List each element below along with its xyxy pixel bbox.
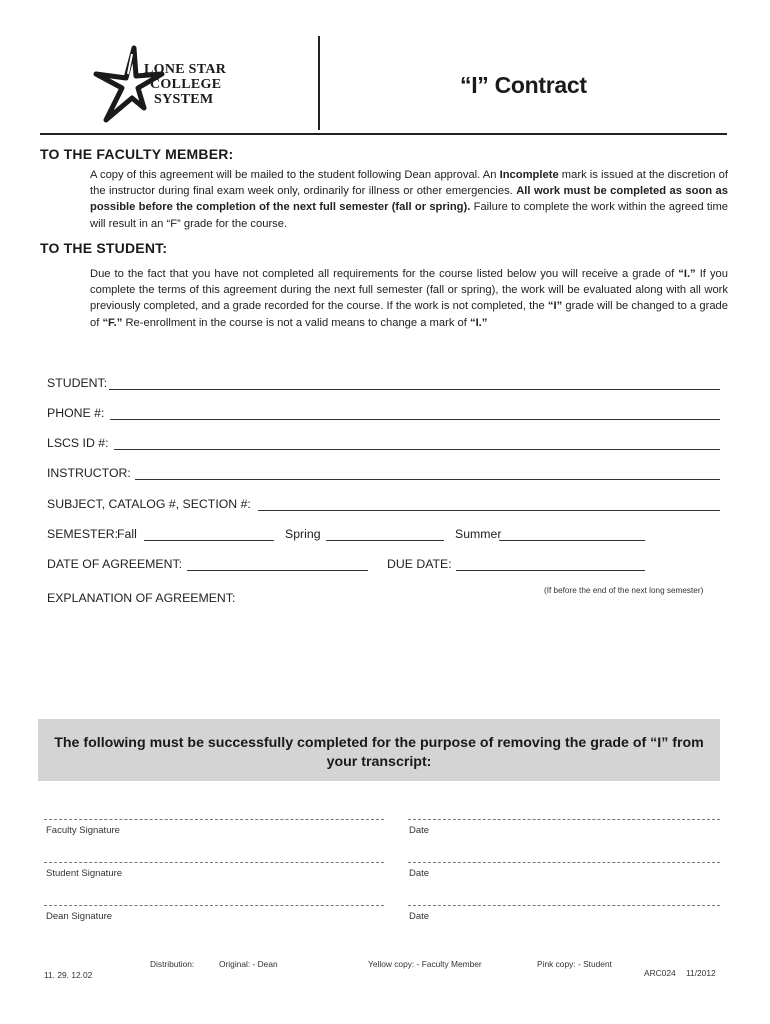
due-date-field[interactable]	[456, 570, 645, 571]
distribution-label: Distribution:	[150, 959, 195, 969]
faculty-date-label: Date	[409, 825, 430, 836]
faculty-signature-line[interactable]	[44, 819, 384, 820]
logo-line-2: COLLEGE	[150, 77, 222, 92]
distribution-original: Original: - Dean	[219, 959, 278, 969]
lscs-id-label: LSCS ID #:	[47, 436, 109, 450]
distribution-pink: Pink copy: - Student	[537, 959, 612, 969]
student-date-line[interactable]	[408, 862, 720, 863]
requirements-banner-text: The following must be successfully completed for the purpose of removing the grade of “I” from your transcript:	[54, 735, 704, 770]
student-signature-line[interactable]	[44, 862, 384, 863]
phone-field[interactable]	[110, 419, 720, 420]
dean-date-label: Date	[409, 911, 430, 922]
explanation-area[interactable]	[47, 612, 720, 708]
spring-label: Spring	[285, 527, 321, 541]
document-title: “I” Contract	[460, 72, 587, 98]
subject-catalog-section-field[interactable]	[258, 510, 720, 511]
due-date-note: (If before the end of the next long semester)	[544, 586, 704, 595]
date-of-agreement-field[interactable]	[187, 570, 368, 571]
instructor-label: INSTRUCTOR:	[47, 466, 131, 480]
faculty-signature-label: Faculty Signature	[46, 825, 120, 836]
dean-signature-label: Dean Signature	[46, 911, 113, 922]
spring-field[interactable]	[326, 540, 444, 541]
header-rule	[40, 133, 727, 135]
form-date: 11/2012	[686, 968, 716, 978]
faculty-date-line[interactable]	[408, 819, 720, 820]
lscs-id-field[interactable]	[114, 449, 720, 450]
student-name-field[interactable]	[109, 389, 720, 390]
phone-label: PHONE #:	[47, 406, 105, 420]
instructor-field[interactable]	[135, 479, 720, 480]
faculty-paragraph: A copy of this agreement will be mailed to the student following Dean approval. An Incomplete mark is issued at the discretion of the instructor during final exam week only, ordinarily for illness or other emergencies. All work must be completed as soon as possible before the completion of the next full semester (fall or spring). Failure to complete the work within the agreed time will result in an “F” grade for the course.	[90, 169, 728, 230]
lone-star-college-logo	[92, 44, 252, 124]
revision-code: 11. 29. 12.02	[44, 970, 93, 980]
logo-line-1: LONE STAR	[144, 62, 227, 77]
fall-field[interactable]	[144, 540, 274, 541]
summer-label: Summer	[455, 527, 502, 541]
student-signature-label: Student Signature	[46, 868, 123, 879]
date-of-agreement-label: DATE OF AGREEMENT:	[47, 557, 183, 571]
explanation-label: EXPLANATION OF AGREEMENT:	[47, 591, 236, 605]
student-name-label: STUDENT:	[47, 376, 108, 390]
distribution-yellow: Yellow copy: - Faculty Member	[368, 959, 482, 969]
subject-catalog-section-label: SUBJECT, CATALOG #, SECTION #:	[47, 497, 251, 511]
form-code: ARC024	[644, 968, 676, 978]
student-heading: TO THE STUDENT:	[40, 240, 168, 256]
semester-label: SEMESTER:	[47, 527, 119, 541]
due-date-label: DUE DATE:	[387, 557, 452, 571]
dean-date-line[interactable]	[408, 905, 720, 906]
dean-signature-line[interactable]	[44, 905, 384, 906]
summer-field[interactable]	[499, 540, 645, 541]
header-divider	[318, 36, 320, 130]
fall-label: Fall	[117, 527, 137, 541]
faculty-heading: TO THE FACULTY MEMBER:	[40, 146, 234, 162]
student-date-label: Date	[409, 868, 430, 879]
student-paragraph: Due to the fact that you have not completed all requirements for the course listed below you will receive a grade of “I.” If you complete the terms of this agreement during the next full semester (fall or spring), the work will be evaluated along with all work previously completed, and a grade recorded for the course. If the work is not completed, the “I” grade will be changed to a grade of “F.” Re-enrollment in the course is not a valid means to change a mark of “I.”	[90, 268, 728, 329]
logo-line-3: SYSTEM	[154, 92, 214, 107]
